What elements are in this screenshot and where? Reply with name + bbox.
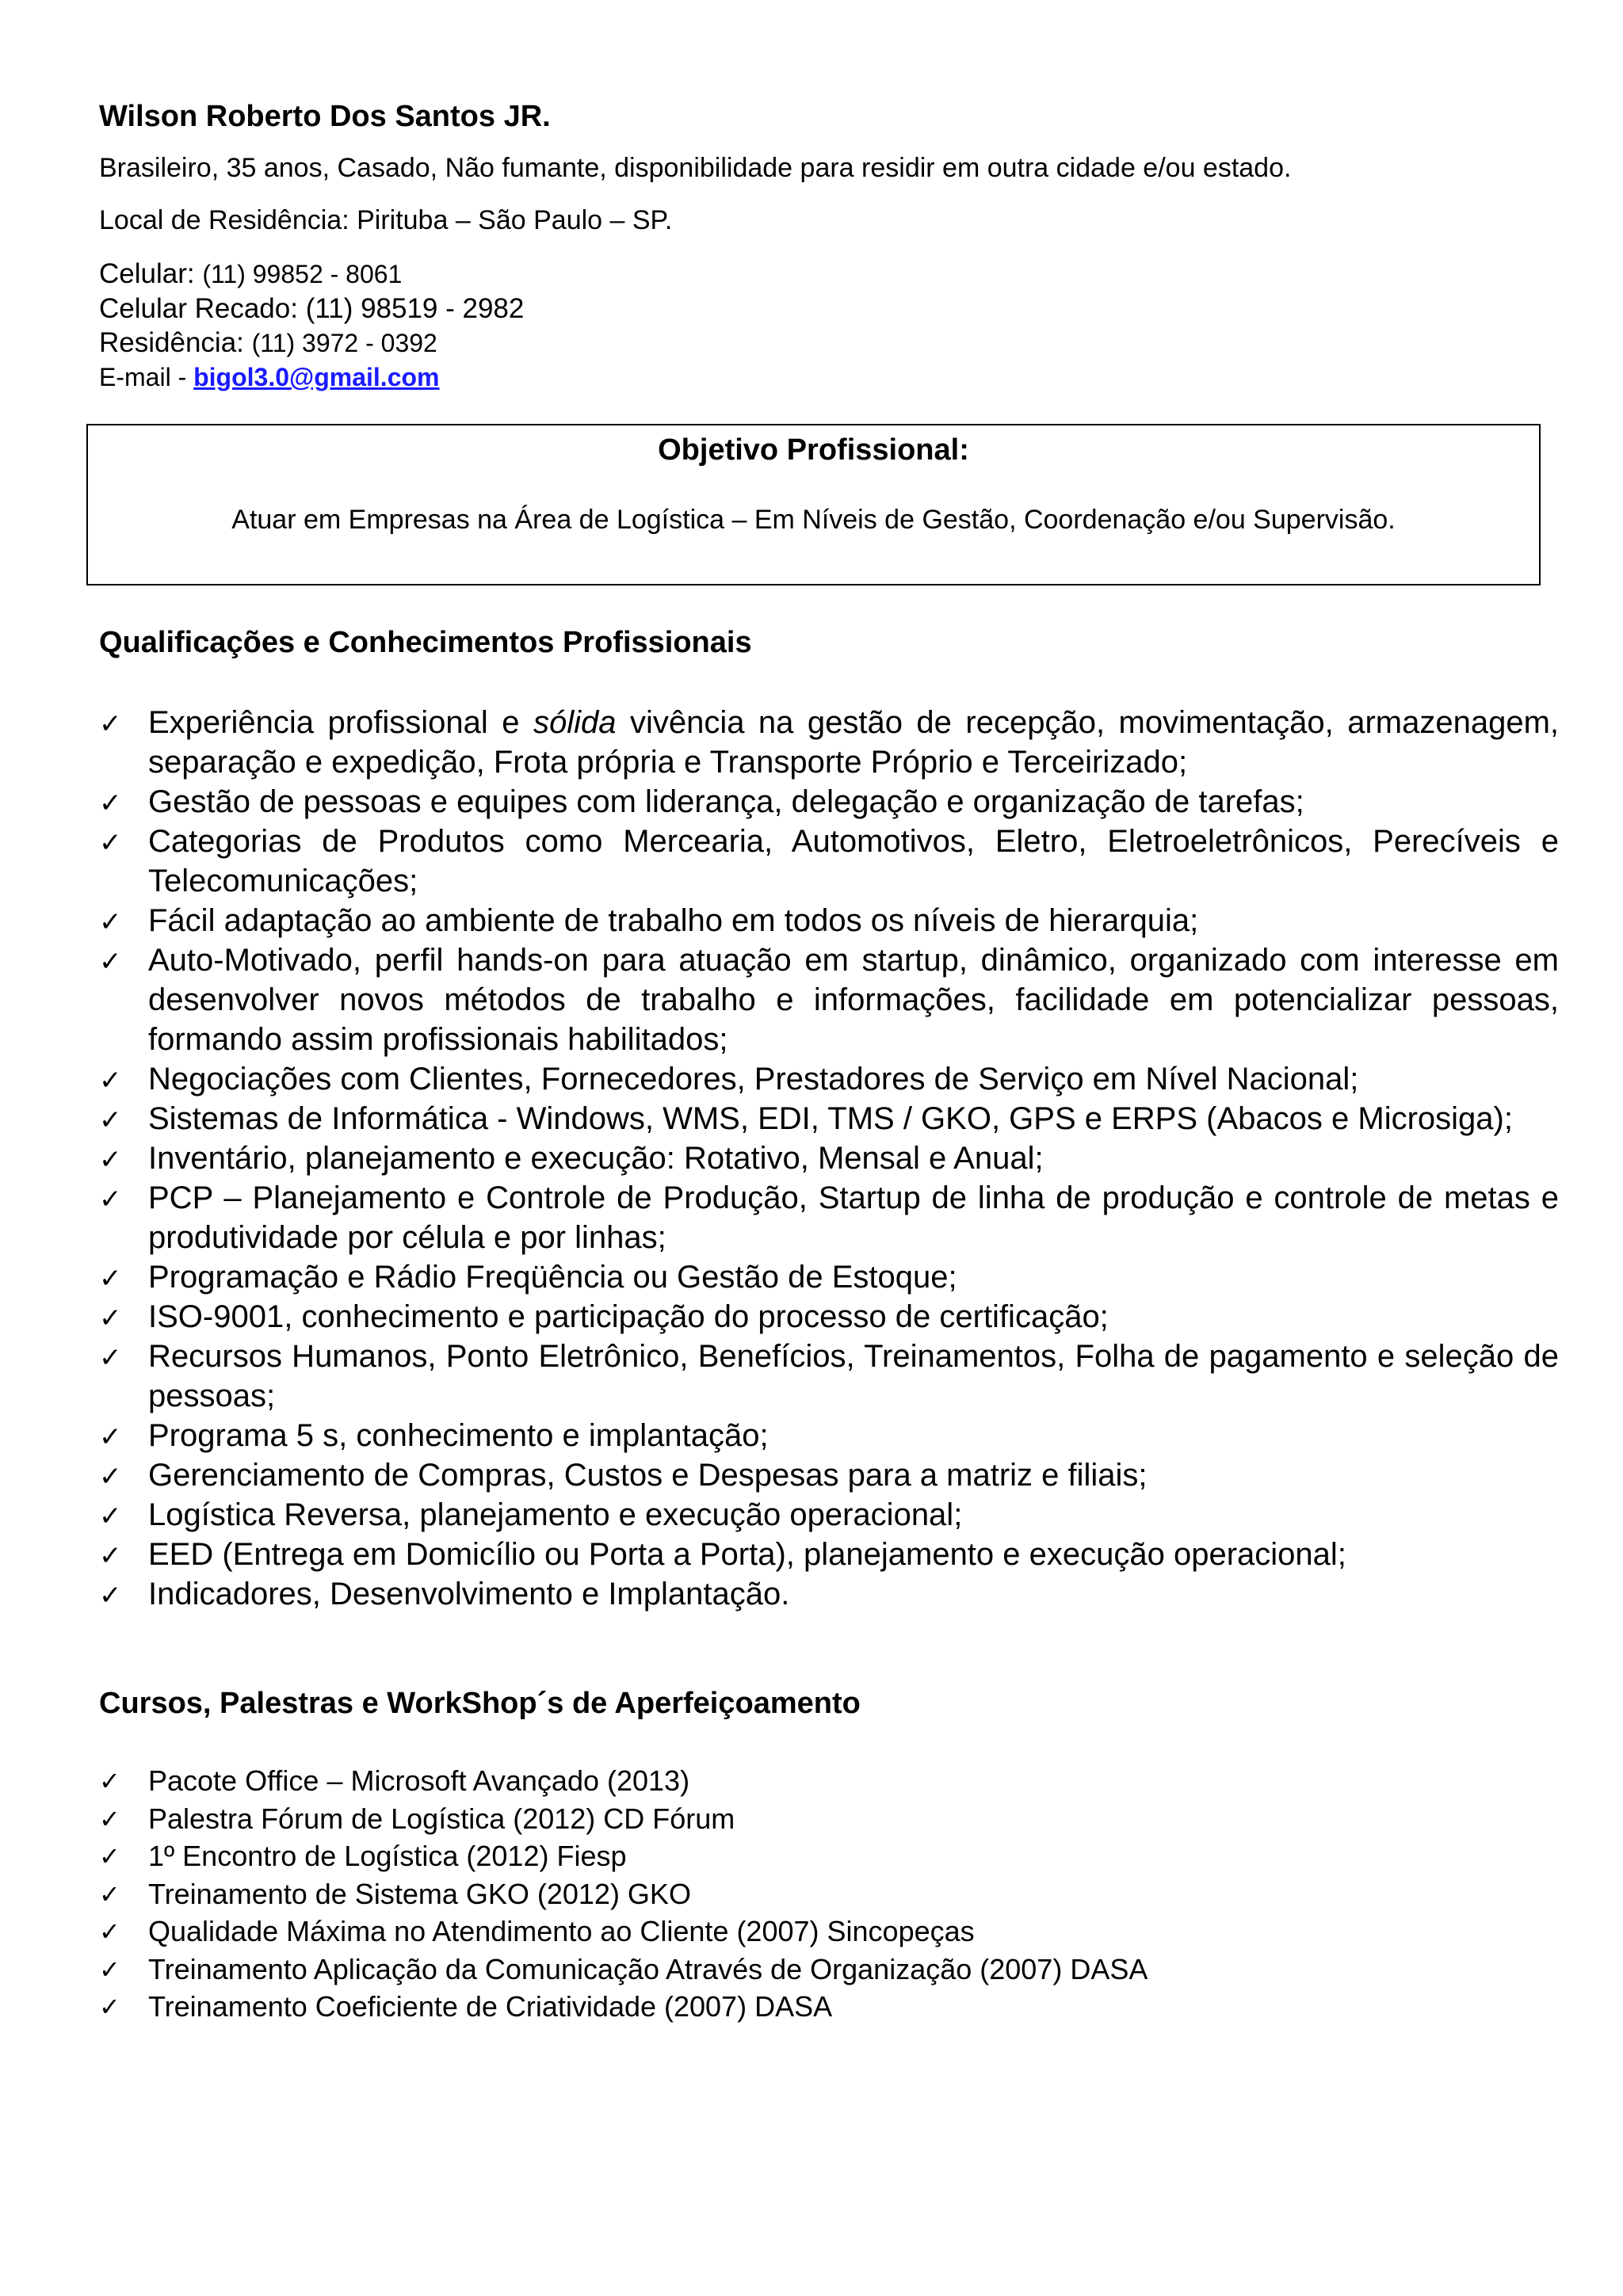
message-phone-number: (11) 98519 - 2982: [305, 293, 525, 324]
courses-title: Cursos, Palestras e WorkShop´s de Aperfeiçoamento: [99, 1687, 861, 1720]
list-item: [99, 782, 1559, 822]
qualification-text-end: vivência na gestão de recepção, movimentação, armazenagem, separação e expedição, Frota própria e Transporte Próprio e Terceirizado;: [148, 705, 1560, 780]
checkmark-icon: ✓: [99, 1421, 122, 1453]
list-item: [99, 1337, 1559, 1416]
home-phone-label: Residência:: [99, 327, 252, 358]
list-item: [99, 1762, 1367, 1800]
checkmark-icon: ✓: [99, 827, 122, 859]
home-phone-line: [99, 326, 524, 360]
email-label: E-mail -: [99, 363, 194, 391]
list-item: [99, 1416, 1559, 1455]
objective-box: [86, 424, 1541, 585]
objective-text: Atuar em Empresas na Área de Logística – Em Níveis de Gestão, Coordenação e/ou Supervisão.: [231, 505, 1396, 535]
list-item: [99, 1059, 1559, 1099]
list-item: [99, 940, 1559, 1059]
qualification-text: EED (Entrega em Domicílio ou Porta a Porta), planejamento e execução operacional;: [148, 1537, 1346, 1572]
checkmark-icon: ✓: [99, 1461, 122, 1493]
courses-list: [99, 1762, 1367, 2026]
list-item: [99, 703, 1559, 782]
qualification-text: PCP – Planejamento e Controle de Produção, Startup de linha de produção e controle de metas e produtividade por célula e por linhas;: [148, 1180, 1559, 1255]
list-item: [99, 1574, 1559, 1614]
qualification-text: Gerenciamento de Compras, Custos e Despesas para a matriz e filiais;: [148, 1458, 1148, 1493]
list-item: [99, 1099, 1559, 1138]
course-text: Treinamento Aplicação da Comunicação Através de Organização (2007) DASA: [148, 1952, 1148, 1985]
checkmark-icon: ✓: [99, 1803, 120, 1834]
checkmark-icon: ✓: [99, 1540, 122, 1572]
checkmark-icon: ✓: [99, 788, 122, 819]
qualification-text: Recursos Humanos, Ponto Eletrônico, Benefícios, Treinamentos, Folha de pagamento e seleção de pessoas;: [148, 1339, 1559, 1413]
checkmark-icon: ✓: [99, 946, 122, 978]
qualifications-title: Qualificações e Conhecimentos Profissionais: [99, 626, 752, 659]
list-item: [99, 1988, 1367, 2026]
checkmark-icon: ✓: [99, 1917, 120, 1947]
course-text: Palestra Fórum de Logística (2012) CD Fórum: [148, 1802, 735, 1835]
qualification-text: Logística Reversa, planejamento e execução operacional;: [148, 1497, 963, 1532]
objective-title: Objetivo Profissional:: [658, 433, 969, 467]
checkmark-icon: ✓: [99, 1841, 120, 1871]
qualification-text-start: Experiência profissional e: [148, 705, 533, 740]
list-item: [99, 1913, 1367, 1951]
checkmark-icon: ✓: [99, 708, 122, 740]
checkmark-icon: ✓: [99, 1954, 120, 1985]
email-line: [99, 360, 524, 395]
checkmark-icon: ✓: [99, 906, 122, 938]
checkmark-icon: ✓: [99, 1263, 122, 1295]
qualification-text: ISO-9001, conhecimento e participação do processo de certificação;: [148, 1299, 1109, 1334]
list-item: [99, 1138, 1559, 1178]
list-item: [99, 901, 1559, 940]
qualifications-list: [99, 703, 1559, 1614]
mobile-label: Celular:: [99, 258, 203, 289]
list-item: [99, 1297, 1559, 1337]
checkmark-icon: ✓: [99, 1992, 120, 2022]
mobile-number: (11) 99852 - 8061: [202, 260, 403, 288]
checkmark-icon: ✓: [99, 1302, 122, 1334]
list-item: [99, 1875, 1367, 1913]
message-phone-line: [99, 292, 524, 326]
qualification-text: Programa 5 s, conhecimento e implantação;: [148, 1418, 769, 1453]
checkmark-icon: ✓: [99, 1878, 120, 1909]
qualification-text: Auto-Motivado, perfil hands-on para atuação em startup, dinâmico, organizado com interesse em desenvolver novos métodos de trabalho e informações, facilidade em potencializar pessoas, formando assim profissionais habilitados;: [148, 943, 1559, 1057]
checkmark-icon: ✓: [99, 1104, 122, 1136]
qualification-emphasis: sólida: [533, 705, 617, 740]
qualification-text: Gestão de pessoas e equipes com liderança, delegação e organização de tarefas;: [148, 784, 1304, 819]
mobile-line: [99, 257, 524, 292]
qualification-text: Inventário, planejamento e execução: Rotativo, Mensal e Anual;: [148, 1141, 1044, 1176]
checkmark-icon: ✓: [99, 1065, 122, 1097]
list-item: [99, 1535, 1559, 1574]
list-item: [99, 1455, 1559, 1495]
checkmark-icon: ✓: [99, 1144, 122, 1176]
contact-block: [99, 257, 524, 395]
email-link[interactable]: bigol3.0@gmail.com: [193, 363, 440, 391]
course-text: Qualidade Máxima no Atendimento ao Cliente (2007) Sincopeças: [148, 1915, 975, 1947]
candidate-name: Wilson Roberto Dos Santos JR.: [99, 100, 551, 133]
list-item: [99, 822, 1559, 901]
checkmark-icon: ✓: [99, 1766, 120, 1796]
list-item: [99, 1837, 1367, 1875]
list-item: [99, 1951, 1367, 1989]
list-item: [99, 1800, 1367, 1838]
profile-summary: Brasileiro, 35 anos, Casado, Não fumante, disponibilidade para residir em outra cidade e/ou estado.: [99, 153, 1292, 183]
checkmark-icon: ✓: [99, 1342, 122, 1374]
home-phone-number: (11) 3972 - 0392: [251, 329, 437, 357]
list-item: [99, 1178, 1559, 1257]
qualification-text: Sistemas de Informática - Windows, WMS, EDI, TMS / GKO, GPS e ERPS (Abacos e Microsiga);: [148, 1101, 1513, 1136]
checkmark-icon: ✓: [99, 1501, 122, 1532]
checkmark-icon: ✓: [99, 1184, 122, 1215]
qualification-text: Fácil adaptação ao ambiente de trabalho em todos os níveis de hierarquia;: [148, 903, 1199, 938]
message-phone-label: Celular Recado:: [99, 293, 306, 324]
list-item: [99, 1257, 1559, 1297]
list-item: [99, 1495, 1559, 1535]
course-text: Treinamento Coeficiente de Criatividade (2007) DASA: [148, 1990, 833, 2023]
course-text: Treinamento de Sistema GKO (2012) GKO: [148, 1877, 691, 1910]
qualification-text: Categorias de Produtos como Mercearia, Automotivos, Eletro, Eletroeletrônicos, Perecíveis e Telecomunicações;: [148, 824, 1559, 898]
qualification-text: Indicadores, Desenvolvimento e Implantação.: [148, 1577, 790, 1611]
checkmark-icon: ✓: [99, 1580, 122, 1611]
course-text: Pacote Office – Microsoft Avançado (2013): [148, 1764, 690, 1797]
qualification-text: Negociações com Clientes, Fornecedores, Prestadores de Serviço em Nível Nacional;: [148, 1062, 1359, 1097]
qualification-text: [148, 703, 1559, 782]
qualification-text: Programação e Rádio Freqüência ou Gestão de Estoque;: [148, 1260, 957, 1295]
residence-line: Local de Residência: Pirituba – São Paulo – SP.: [99, 205, 673, 235]
course-text: 1º Encontro de Logística (2012) Fiesp: [148, 1840, 627, 1872]
